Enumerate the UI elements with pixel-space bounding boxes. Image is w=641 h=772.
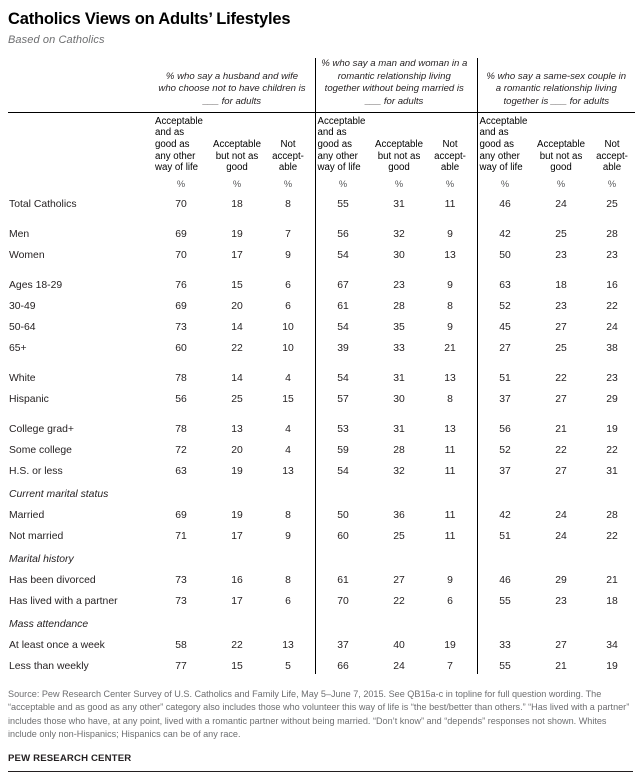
- row-label: Hispanic: [9, 393, 49, 405]
- colhead-line-4: any other: [317, 150, 358, 162]
- colhead-g2-c2: [371, 112, 427, 176]
- cell-value: 69: [175, 509, 187, 521]
- section-label: Marital history: [9, 553, 74, 565]
- table-row: [8, 272, 635, 293]
- cell-value: 22: [606, 444, 618, 456]
- cell-value: 13: [444, 372, 456, 384]
- row-label: Less than weekly: [9, 660, 89, 672]
- table-row: [8, 458, 635, 479]
- cell-value: 8: [285, 574, 291, 586]
- colhead-line-1: Acceptable: [375, 138, 423, 150]
- cell-value: 54: [337, 372, 349, 384]
- colhead-line-1: Acceptable: [155, 115, 203, 127]
- cell-value: 27: [393, 574, 405, 586]
- table-row: [8, 653, 635, 674]
- cell-value: 22: [555, 444, 567, 456]
- cell-value: 22: [606, 530, 618, 542]
- colhead-g3-c3: [589, 112, 635, 176]
- row-label: H.S. or less: [9, 465, 63, 477]
- cell-value: 54: [337, 249, 349, 261]
- cell-value: 9: [285, 249, 291, 261]
- question-header-row: [8, 58, 635, 112]
- colhead-line-4: any other: [479, 150, 520, 162]
- row-label: 65+: [9, 342, 27, 354]
- table-row: [8, 293, 635, 314]
- cell-value: 51: [499, 530, 511, 542]
- colhead-line-1: Not: [442, 138, 458, 150]
- colhead-g3-c2: [533, 112, 589, 176]
- unit-g3-c3: %: [607, 178, 617, 189]
- cell-value: 25: [393, 530, 405, 542]
- table-spacer-row: [8, 356, 635, 365]
- cell-value: 13: [282, 639, 294, 651]
- cell-value: 9: [447, 228, 453, 240]
- row-label: White: [9, 372, 36, 384]
- cell-value: 17: [231, 530, 243, 542]
- cell-value: 71: [175, 530, 187, 542]
- colhead-line-1: Acceptable: [213, 138, 261, 150]
- cell-value: 17: [231, 595, 243, 607]
- cell-value: 11: [444, 198, 456, 210]
- cell-value: 36: [393, 509, 405, 521]
- row-label: Has been divorced: [9, 574, 96, 586]
- cell-value: 61: [337, 300, 349, 312]
- cell-value: 11: [444, 444, 456, 456]
- cell-value: 50: [499, 249, 511, 261]
- cell-value: 19: [231, 228, 243, 240]
- cell-value: 70: [337, 595, 349, 607]
- cell-value: 19: [231, 509, 243, 521]
- colhead-line-3: good: [226, 162, 248, 174]
- cell-value: 22: [555, 372, 567, 384]
- group-divider-1: [315, 58, 316, 674]
- cell-value: 19: [606, 660, 618, 672]
- colhead-line-2: accept-: [434, 150, 466, 162]
- source-note: Source: Pew Research Center Survey of U.S. Catholics and Family Life, May 5–June 7, 2015. See QB15a-c in topline for full question wording. The “acceptable and as good as any other” category also includes those who volunteer this way of life is “the best/better than others.” “Has lived with a partner” includes those who have, at any point, lived with a romantic partner without being married. “Don’t know” and “depends” responses not shown. Whites include only non-Hispanics; Hispanics can be of any race.: [8, 688, 630, 740]
- table-row: [8, 314, 635, 335]
- cell-value: 54: [337, 321, 349, 333]
- colhead-line-2: but not as: [539, 150, 583, 162]
- cell-value: 16: [231, 574, 243, 586]
- cell-value: 34: [606, 639, 618, 651]
- colhead-g1-c2: [209, 112, 265, 176]
- cell-value: 38: [606, 342, 618, 354]
- cell-value: 30: [393, 249, 405, 261]
- cell-value: 30: [393, 393, 405, 405]
- cell-value: 8: [285, 509, 291, 521]
- cell-value: 9: [447, 321, 453, 333]
- cell-value: 31: [606, 465, 618, 477]
- cell-value: 19: [444, 639, 456, 651]
- row-label: Ages 18-29: [9, 279, 63, 291]
- cell-value: 22: [231, 639, 243, 651]
- cell-value: 50: [337, 509, 349, 521]
- colhead-g1-c1: [153, 112, 209, 176]
- row-label: Married: [9, 509, 45, 521]
- colhead-line-1: Acceptable: [537, 138, 585, 150]
- cell-value: 77: [175, 660, 187, 672]
- row-label: Not married: [9, 530, 64, 542]
- cell-value: 40: [393, 639, 405, 651]
- cell-value: 15: [282, 393, 294, 405]
- table-section-row: [8, 479, 635, 502]
- cell-value: 6: [285, 595, 291, 607]
- cell-value: 7: [447, 660, 453, 672]
- cell-value: 76: [175, 279, 187, 291]
- cell-value: 33: [393, 342, 405, 354]
- cell-value: 21: [606, 574, 618, 586]
- unit-g1-c3: %: [283, 178, 293, 189]
- colhead-line-5: way of life: [479, 162, 523, 174]
- section-pad-cell: [153, 479, 635, 502]
- cell-value: 24: [393, 660, 405, 672]
- cell-value: 55: [337, 198, 349, 210]
- question-header-no-children: % who say a husband and wife who choose not to have children is ___ for adults: [158, 70, 306, 107]
- colhead-g2-c3: [427, 112, 473, 176]
- cell-value: 28: [393, 444, 405, 456]
- corner-cell-3: [8, 176, 153, 191]
- cell-value: 72: [175, 444, 187, 456]
- cell-value: 23: [555, 300, 567, 312]
- cell-value: 10: [282, 342, 294, 354]
- cell-value: 27: [499, 342, 511, 354]
- row-label: At least once a week: [9, 639, 105, 651]
- bottom-rule: [8, 771, 633, 772]
- cell-value: 37: [499, 393, 511, 405]
- cell-value: 66: [337, 660, 349, 672]
- cell-value: 54: [337, 465, 349, 477]
- table-row: [8, 365, 635, 386]
- cell-value: 9: [447, 279, 453, 291]
- cell-value: 25: [555, 228, 567, 240]
- table-row: [8, 567, 635, 588]
- cell-value: 55: [499, 660, 511, 672]
- colhead-line-2: but not as: [377, 150, 421, 162]
- section-label: Current marital status: [9, 488, 109, 500]
- corner-cell-2: [8, 112, 153, 176]
- corner-cell: [8, 58, 153, 112]
- cell-value: 9: [285, 530, 291, 542]
- cell-value: 32: [393, 465, 405, 477]
- row-label: Men: [9, 228, 30, 240]
- table-section-row: [8, 609, 635, 632]
- cell-value: 24: [555, 509, 567, 521]
- cell-value: 25: [555, 342, 567, 354]
- table-row: [8, 191, 635, 212]
- table-row: [8, 632, 635, 653]
- cell-value: 60: [337, 530, 349, 542]
- question-header-cohabiting: % who say a man and woman in a romantic relationship living together without being married is ___ for adults: [315, 58, 473, 112]
- cell-value: 63: [175, 465, 187, 477]
- cell-value: 11: [444, 465, 456, 477]
- cell-value: 4: [285, 423, 291, 435]
- colhead-line-3: able: [602, 162, 622, 174]
- cell-value: 22: [393, 595, 405, 607]
- cell-value: 73: [175, 574, 187, 586]
- question-header-same-sex: % who say a same-sex couple in a romantic relationship living together is ___ for adults: [477, 58, 635, 112]
- cell-value: 52: [499, 300, 511, 312]
- cell-value: 16: [606, 279, 618, 291]
- cell-value: 24: [555, 198, 567, 210]
- cell-value: 8: [285, 198, 291, 210]
- page-title: Catholics Views on Adults’ Lifestyles: [8, 10, 291, 28]
- spacer-cell: [8, 407, 635, 416]
- colhead-line-3: able: [278, 162, 298, 174]
- cell-value: 15: [231, 279, 243, 291]
- cell-value: 59: [337, 444, 349, 456]
- cell-value: 24: [555, 530, 567, 542]
- table-row: [8, 416, 635, 437]
- cell-value: 27: [555, 321, 567, 333]
- colhead-line-3: good: [550, 162, 572, 174]
- colhead-line-1: Acceptable: [317, 115, 366, 127]
- cell-value: 32: [393, 228, 405, 240]
- cell-value: 23: [393, 279, 405, 291]
- cell-value: 20: [231, 300, 243, 312]
- cell-value: 13: [444, 249, 456, 261]
- cell-value: 21: [444, 342, 456, 354]
- cell-value: 29: [555, 574, 567, 586]
- group-divider-2: [477, 58, 478, 674]
- cell-value: 22: [231, 342, 243, 354]
- colhead-line-3: good as: [155, 138, 190, 150]
- table-row: [8, 335, 635, 356]
- unit-g3-c1: %: [500, 178, 510, 189]
- row-label: 50-64: [9, 321, 36, 333]
- cell-value: 69: [175, 300, 187, 312]
- table-row: [8, 221, 635, 242]
- colhead-g1-c3: [265, 112, 311, 176]
- cell-value: 20: [231, 444, 243, 456]
- table-section-row: [8, 544, 635, 567]
- data-table: [8, 58, 635, 674]
- cell-value: 13: [282, 465, 294, 477]
- colhead-g3-c1: [477, 112, 533, 176]
- cell-value: 25: [606, 198, 618, 210]
- cell-value: 27: [555, 639, 567, 651]
- colhead-line-3: able: [440, 162, 460, 174]
- cell-value: 4: [285, 444, 291, 456]
- cell-value: 73: [175, 595, 187, 607]
- cell-value: 27: [555, 393, 567, 405]
- cell-value: 6: [285, 279, 291, 291]
- cell-value: 29: [606, 393, 618, 405]
- table-row: [8, 242, 635, 263]
- unit-g1-c2: %: [232, 178, 242, 189]
- cell-value: 18: [606, 595, 618, 607]
- cell-value: 52: [499, 444, 511, 456]
- unit-g2-c2: %: [394, 178, 404, 189]
- unit-row: [8, 176, 635, 191]
- cell-value: 56: [499, 423, 511, 435]
- data-table-wrapper: [8, 58, 633, 674]
- cell-value: 14: [231, 372, 243, 384]
- cell-value: 28: [606, 228, 618, 240]
- cell-value: 6: [447, 595, 453, 607]
- unit-g2-c3: %: [445, 178, 455, 189]
- cell-value: 37: [499, 465, 511, 477]
- cell-value: 55: [499, 595, 511, 607]
- cell-value: 45: [499, 321, 511, 333]
- colhead-line-1: Not: [604, 138, 620, 150]
- cell-value: 19: [606, 423, 618, 435]
- cell-value: 11: [444, 530, 456, 542]
- cell-value: 11: [444, 509, 456, 521]
- cell-value: 31: [393, 198, 405, 210]
- cell-value: 60: [175, 342, 187, 354]
- colhead-line-2: but not as: [215, 150, 259, 162]
- cell-value: 6: [285, 300, 291, 312]
- cell-value: 61: [337, 574, 349, 586]
- cell-value: 21: [555, 660, 567, 672]
- cell-value: 13: [231, 423, 243, 435]
- cell-value: 23: [606, 372, 618, 384]
- cell-value: 31: [393, 372, 405, 384]
- unit-g1-c1: %: [176, 178, 186, 189]
- cell-value: 46: [499, 198, 511, 210]
- colhead-line-3: good: [388, 162, 410, 174]
- cell-value: 21: [555, 423, 567, 435]
- row-label: Total Catholics: [9, 198, 77, 210]
- colhead-line-2: accept-: [596, 150, 628, 162]
- cell-value: 22: [606, 300, 618, 312]
- spacer-cell: [8, 263, 635, 272]
- table-row: [8, 386, 635, 407]
- unit-g3-c2: %: [556, 178, 566, 189]
- colhead-line-1: Acceptable: [479, 115, 528, 127]
- colhead-line-2: and as: [479, 127, 509, 139]
- cell-value: 17: [231, 249, 243, 261]
- cell-value: 56: [175, 393, 187, 405]
- cell-value: 70: [175, 249, 187, 261]
- table-spacer-row: [8, 212, 635, 221]
- cell-value: 70: [175, 198, 187, 210]
- cell-value: 8: [447, 393, 453, 405]
- colhead-line-2: and as: [155, 127, 185, 139]
- table-spacer-row: [8, 263, 635, 272]
- cell-value: 31: [393, 423, 405, 435]
- spacer-cell: [8, 356, 635, 365]
- unit-g2-c1: %: [338, 178, 348, 189]
- table-spacer-row: [8, 407, 635, 416]
- cell-value: 24: [606, 321, 618, 333]
- cell-value: 4: [285, 372, 291, 384]
- cell-value: 18: [231, 198, 243, 210]
- table-row: [8, 502, 635, 523]
- colhead-line-5: way of life: [317, 162, 361, 174]
- colhead-line-3: good as: [317, 138, 352, 150]
- cell-value: 78: [175, 423, 187, 435]
- table-row: [8, 437, 635, 458]
- cell-value: 35: [393, 321, 405, 333]
- cell-value: 9: [447, 574, 453, 586]
- cell-value: 67: [337, 279, 349, 291]
- cell-value: 23: [606, 249, 618, 261]
- table-row: [8, 523, 635, 544]
- cell-value: 8: [447, 300, 453, 312]
- cell-value: 42: [499, 228, 511, 240]
- cell-value: 53: [337, 423, 349, 435]
- cell-value: 7: [285, 228, 291, 240]
- cell-value: 28: [606, 509, 618, 521]
- cell-value: 25: [231, 393, 243, 405]
- cell-value: 23: [555, 249, 567, 261]
- colhead-line-2: accept-: [272, 150, 304, 162]
- cell-value: 51: [499, 372, 511, 384]
- cell-value: 13: [444, 423, 456, 435]
- cell-value: 78: [175, 372, 187, 384]
- colhead-line-2: and as: [317, 127, 347, 139]
- table-head: [8, 58, 635, 191]
- cell-value: 63: [499, 279, 511, 291]
- section-label: Mass attendance: [9, 618, 89, 630]
- cell-value: 58: [175, 639, 187, 651]
- cell-value: 46: [499, 574, 511, 586]
- cell-value: 14: [231, 321, 243, 333]
- cell-value: 37: [337, 639, 349, 651]
- spacer-cell: [8, 212, 635, 221]
- cell-value: 28: [393, 300, 405, 312]
- cell-value: 33: [499, 639, 511, 651]
- cell-value: 56: [337, 228, 349, 240]
- table-row: [8, 588, 635, 609]
- brand-label: PEW RESEARCH CENTER: [8, 752, 132, 764]
- cell-value: 73: [175, 321, 187, 333]
- row-label: Some college: [9, 444, 72, 456]
- cell-value: 69: [175, 228, 187, 240]
- page-subtitle: Based on Catholics: [8, 33, 105, 46]
- footer: [8, 688, 633, 772]
- cell-value: 57: [337, 393, 349, 405]
- row-label: Has lived with a partner: [9, 595, 118, 607]
- cell-value: 23: [555, 595, 567, 607]
- cell-value: 27: [555, 465, 567, 477]
- infographic-sheet: [0, 10, 641, 764]
- colhead-line-4: any other: [155, 150, 196, 162]
- colhead-line-1: Not: [280, 138, 296, 150]
- cell-value: 39: [337, 342, 349, 354]
- cell-value: 5: [285, 660, 291, 672]
- row-label: Women: [9, 249, 45, 261]
- row-label: 30-49: [9, 300, 36, 312]
- table-body: [8, 191, 635, 674]
- cell-value: 42: [499, 509, 511, 521]
- cell-value: 19: [231, 465, 243, 477]
- section-pad-cell: [153, 609, 635, 632]
- section-pad-cell: [153, 544, 635, 567]
- colhead-line-3: good as: [479, 138, 514, 150]
- row-label: College grad+: [9, 423, 74, 435]
- cell-value: 18: [555, 279, 567, 291]
- cell-value: 10: [282, 321, 294, 333]
- column-header-row: [8, 112, 635, 176]
- colhead-line-5: way of life: [155, 162, 199, 174]
- cell-value: 15: [231, 660, 243, 672]
- colhead-g2-c1: [315, 112, 371, 176]
